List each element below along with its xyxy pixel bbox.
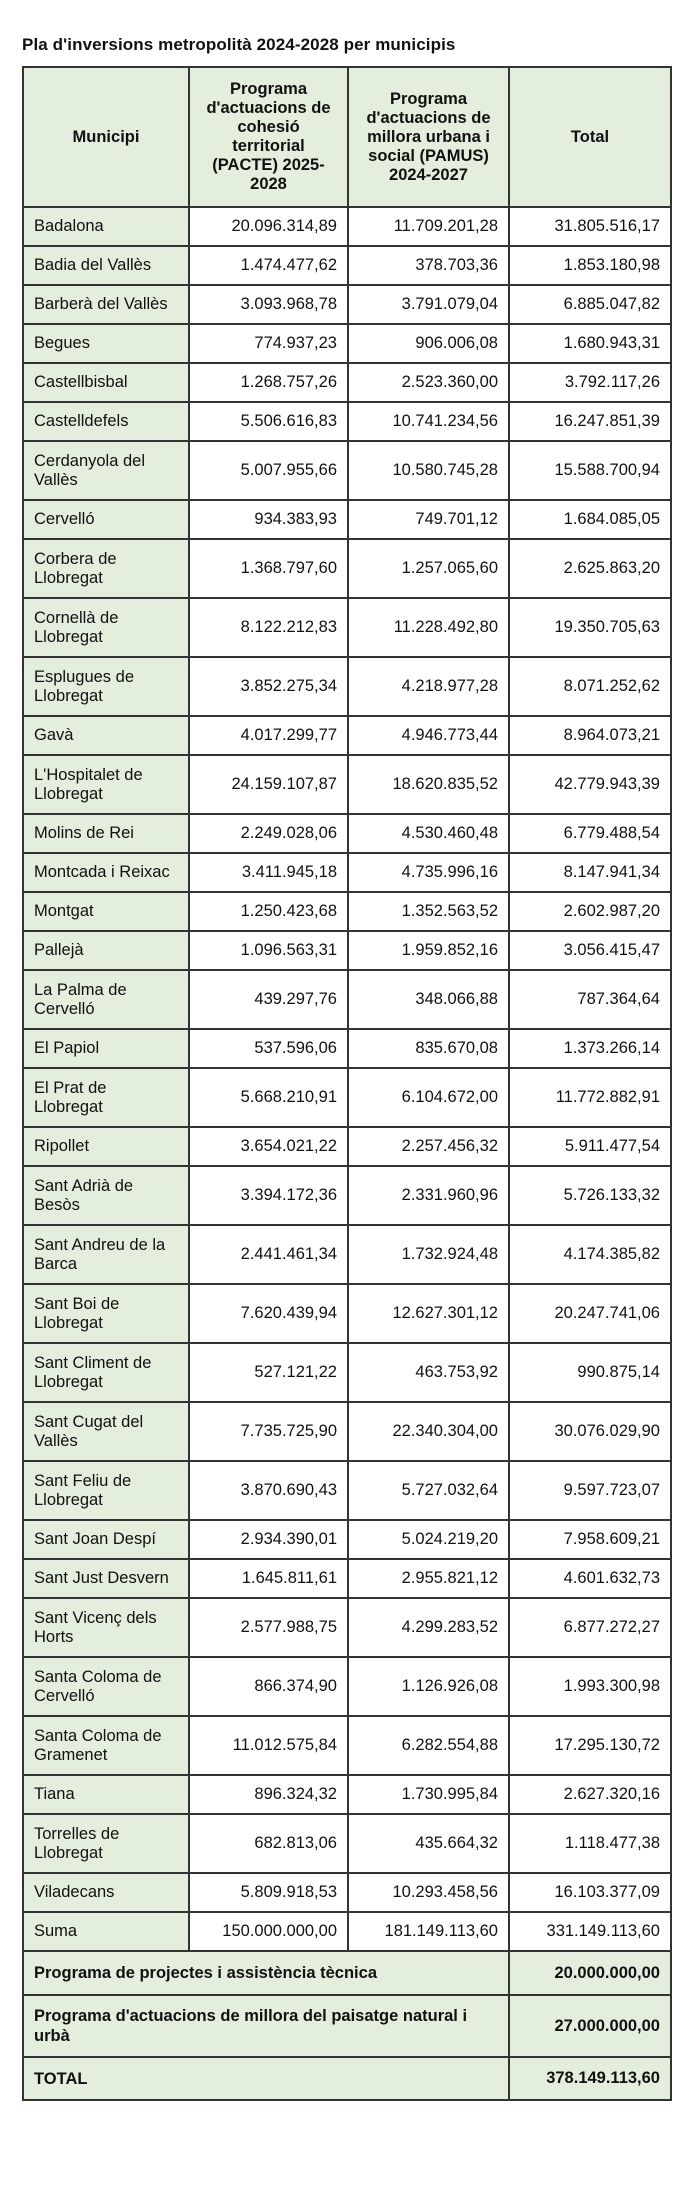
pamus-value: 6.282.554,88 (348, 1716, 509, 1775)
municipality-name: Molins de Rei (23, 814, 189, 853)
pamus-value: 378.703,36 (348, 246, 509, 285)
total-value: 2.602.987,20 (509, 892, 671, 931)
table-row (23, 1029, 671, 1068)
total-value: 6.779.488,54 (509, 814, 671, 853)
pacte-value: 1.250.423,68 (189, 892, 348, 931)
total-value: 8.071.252,62 (509, 657, 671, 716)
program-row (23, 1951, 671, 1995)
municipality-name: Pallejà (23, 931, 189, 970)
municipality-name: Cervelló (23, 500, 189, 539)
pamus-value: 4.218.977,28 (348, 657, 509, 716)
pacte-value: 4.017.299,77 (189, 716, 348, 755)
total-value: 1.373.266,14 (509, 1029, 671, 1068)
pamus-value: 4.735.996,16 (348, 853, 509, 892)
municipality-name: Sant Adrià de Besòs (23, 1166, 189, 1225)
program-label: Programa de projectes i assistència tècnica (23, 1951, 509, 1995)
table-row (23, 441, 671, 500)
table-row (23, 1225, 671, 1284)
pacte-value: 1.368.797,60 (189, 539, 348, 598)
pamus-value: 1.257.065,60 (348, 539, 509, 598)
table-row (23, 1559, 671, 1598)
table-row (23, 755, 671, 814)
municipality-name: Tiana (23, 1775, 189, 1814)
pacte-value: 2.249.028,06 (189, 814, 348, 853)
municipality-name: Sant Climent de Llobregat (23, 1343, 189, 1402)
pamus-value: 1.959.852,16 (348, 931, 509, 970)
municipality-name: Santa Coloma de Cervelló (23, 1657, 189, 1716)
total-value: 15.588.700,94 (509, 441, 671, 500)
pamus-value: 22.340.304,00 (348, 1402, 509, 1461)
pacte-value: 1.474.477,62 (189, 246, 348, 285)
total-value: 11.772.882,91 (509, 1068, 671, 1127)
pamus-value: 10.293.458,56 (348, 1873, 509, 1912)
municipality-name: El Papiol (23, 1029, 189, 1068)
sum-pacte-value: 150.000.000,00 (189, 1912, 348, 1951)
table-row (23, 363, 671, 402)
municipality-name: Begues (23, 324, 189, 363)
program-row (23, 1995, 671, 2057)
program-value: 20.000.000,00 (509, 1951, 671, 1995)
sum-total-value: 331.149.113,60 (509, 1912, 671, 1951)
grand-total-label: TOTAL (23, 2057, 509, 2100)
table-row (23, 1775, 671, 1814)
municipality-name: Sant Just Desvern (23, 1559, 189, 1598)
pamus-value: 2.331.960,96 (348, 1166, 509, 1225)
pamus-value: 4.946.773,44 (348, 716, 509, 755)
municipality-name: Sant Andreu de la Barca (23, 1225, 189, 1284)
pacte-value: 439.297,76 (189, 970, 348, 1029)
table-row (23, 500, 671, 539)
total-value: 4.601.632,73 (509, 1559, 671, 1598)
pamus-value: 435.664,32 (348, 1814, 509, 1873)
table-row (23, 207, 671, 246)
total-value: 8.964.073,21 (509, 716, 671, 755)
pacte-value: 3.654.021,22 (189, 1127, 348, 1166)
pacte-value: 3.093.968,78 (189, 285, 348, 324)
municipality-name: Gavà (23, 716, 189, 755)
total-value: 42.779.943,39 (509, 755, 671, 814)
pacte-value: 1.096.563,31 (189, 931, 348, 970)
pacte-value: 7.735.725,90 (189, 1402, 348, 1461)
pacte-value: 896.324,32 (189, 1775, 348, 1814)
total-value: 5.726.133,32 (509, 1166, 671, 1225)
table-row (23, 892, 671, 931)
pacte-value: 934.383,93 (189, 500, 348, 539)
pamus-value: 2.257.456,32 (348, 1127, 509, 1166)
column-header-pamus: Programa d'actuacions de millora urbana i social (PAMUS) 2024-2027 (348, 67, 509, 207)
pacte-value: 527.121,22 (189, 1343, 348, 1402)
header-row (23, 67, 671, 207)
total-value: 787.364,64 (509, 970, 671, 1029)
program-value: 27.000.000,00 (509, 1995, 671, 2057)
pamus-value: 2.955.821,12 (348, 1559, 509, 1598)
municipality-name: Cerdanyola del Vallès (23, 441, 189, 500)
total-value: 16.247.851,39 (509, 402, 671, 441)
table-row (23, 1068, 671, 1127)
pacte-value: 774.937,23 (189, 324, 348, 363)
column-header-municipi: Municipi (23, 67, 189, 207)
pacte-value: 2.934.390,01 (189, 1520, 348, 1559)
grand-total-value: 378.149.113,60 (509, 2057, 671, 2100)
total-value: 30.076.029,90 (509, 1402, 671, 1461)
pamus-value: 463.753,92 (348, 1343, 509, 1402)
table-row (23, 1716, 671, 1775)
municipality-name: Santa Coloma de Gramenet (23, 1716, 189, 1775)
pacte-value: 2.577.988,75 (189, 1598, 348, 1657)
pamus-value: 11.228.492,80 (348, 598, 509, 657)
total-value: 4.174.385,82 (509, 1225, 671, 1284)
table-row (23, 285, 671, 324)
table-row (23, 1343, 671, 1402)
pamus-value: 2.523.360,00 (348, 363, 509, 402)
municipality-name: Esplugues de Llobregat (23, 657, 189, 716)
municipality-name: Corbera de Llobregat (23, 539, 189, 598)
table-row (23, 246, 671, 285)
total-value: 6.885.047,82 (509, 285, 671, 324)
pamus-value: 835.670,08 (348, 1029, 509, 1068)
pacte-value: 8.122.212,83 (189, 598, 348, 657)
table-row (23, 1166, 671, 1225)
pacte-value: 3.852.275,34 (189, 657, 348, 716)
table-row (23, 1657, 671, 1716)
municipality-name: Montgat (23, 892, 189, 931)
pamus-value: 1.126.926,08 (348, 1657, 509, 1716)
municipality-name: Barberà del Vallès (23, 285, 189, 324)
pacte-value: 682.813,06 (189, 1814, 348, 1873)
pamus-value: 11.709.201,28 (348, 207, 509, 246)
municipality-name: Viladecans (23, 1873, 189, 1912)
total-value: 2.625.863,20 (509, 539, 671, 598)
total-value: 1.680.943,31 (509, 324, 671, 363)
pamus-value: 3.791.079,04 (348, 285, 509, 324)
pacte-value: 5.007.955,66 (189, 441, 348, 500)
total-value: 6.877.272,27 (509, 1598, 671, 1657)
table-row (23, 1520, 671, 1559)
total-value: 1.684.085,05 (509, 500, 671, 539)
pamus-value: 4.530.460,48 (348, 814, 509, 853)
pacte-value: 866.374,90 (189, 1657, 348, 1716)
total-value: 990.875,14 (509, 1343, 671, 1402)
table-row (23, 853, 671, 892)
table-row (23, 539, 671, 598)
municipality-name: Montcada i Reixac (23, 853, 189, 892)
pamus-value: 18.620.835,52 (348, 755, 509, 814)
sum-row (23, 1912, 671, 1951)
total-value: 1.993.300,98 (509, 1657, 671, 1716)
pacte-value: 20.096.314,89 (189, 207, 348, 246)
table-row (23, 1873, 671, 1912)
municipality-name: Torrelles de Llobregat (23, 1814, 189, 1873)
total-value: 1.118.477,38 (509, 1814, 671, 1873)
total-value: 7.958.609,21 (509, 1520, 671, 1559)
municipality-name: Sant Cugat del Vallès (23, 1402, 189, 1461)
page-title: Pla d'inversions metropolità 2024-2028 per municipis (22, 35, 456, 54)
table-row (23, 1402, 671, 1461)
municipality-name: Sant Joan Despí (23, 1520, 189, 1559)
table-row (23, 598, 671, 657)
program-label: Programa d'actuacions de millora del paisatge natural i urbà (23, 1995, 509, 2057)
total-value: 8.147.941,34 (509, 853, 671, 892)
pamus-value: 348.066,88 (348, 970, 509, 1029)
total-value: 20.247.741,06 (509, 1284, 671, 1343)
municipality-name: Sant Feliu de Llobregat (23, 1461, 189, 1520)
sum-pamus-value: 181.149.113,60 (348, 1912, 509, 1951)
pamus-value: 10.580.745,28 (348, 441, 509, 500)
municipality-name: Castellbisbal (23, 363, 189, 402)
total-value: 9.597.723,07 (509, 1461, 671, 1520)
table-row (23, 1284, 671, 1343)
total-value: 16.103.377,09 (509, 1873, 671, 1912)
pacte-value: 7.620.439,94 (189, 1284, 348, 1343)
pamus-value: 749.701,12 (348, 500, 509, 539)
pamus-value: 1.732.924,48 (348, 1225, 509, 1284)
pamus-value: 1.730.995,84 (348, 1775, 509, 1814)
total-value: 17.295.130,72 (509, 1716, 671, 1775)
pamus-value: 5.024.219,20 (348, 1520, 509, 1559)
pacte-value: 11.012.575,84 (189, 1716, 348, 1775)
pamus-value: 906.006,08 (348, 324, 509, 363)
table-row (23, 402, 671, 441)
municipality-name: Sant Boi de Llobregat (23, 1284, 189, 1343)
table-row (23, 1814, 671, 1873)
total-value: 1.853.180,98 (509, 246, 671, 285)
sum-label: Suma (23, 1912, 189, 1951)
total-value: 2.627.320,16 (509, 1775, 671, 1814)
total-value: 19.350.705,63 (509, 598, 671, 657)
pacte-value: 3.394.172,36 (189, 1166, 348, 1225)
grand-total-row (23, 2057, 671, 2100)
municipality-name: Sant Vicenç dels Horts (23, 1598, 189, 1657)
table-body (23, 207, 671, 2100)
municipality-name: Ripollet (23, 1127, 189, 1166)
pacte-value: 5.668.210,91 (189, 1068, 348, 1127)
total-value: 3.056.415,47 (509, 931, 671, 970)
table-row (23, 970, 671, 1029)
table-row (23, 657, 671, 716)
column-header-total: Total (509, 67, 671, 207)
pamus-value: 12.627.301,12 (348, 1284, 509, 1343)
pacte-value: 3.411.945,18 (189, 853, 348, 892)
pamus-value: 5.727.032,64 (348, 1461, 509, 1520)
municipality-name: Cornellà de Llobregat (23, 598, 189, 657)
pamus-value: 10.741.234,56 (348, 402, 509, 441)
municipality-name: L'Hospitalet de Llobregat (23, 755, 189, 814)
total-value: 3.792.117,26 (509, 363, 671, 402)
pacte-value: 3.870.690,43 (189, 1461, 348, 1520)
municipality-name: Badia del Vallès (23, 246, 189, 285)
table-row (23, 814, 671, 853)
table-row (23, 1127, 671, 1166)
pamus-value: 1.352.563,52 (348, 892, 509, 931)
pacte-value: 1.645.811,61 (189, 1559, 348, 1598)
pacte-value: 5.809.918,53 (189, 1873, 348, 1912)
table-row (23, 716, 671, 755)
investment-table (22, 66, 672, 2101)
table-row (23, 931, 671, 970)
column-header-pacte: Programa d'actuacions de cohesió territorial (PACTE) 2025-2028 (189, 67, 348, 207)
municipality-name: Badalona (23, 207, 189, 246)
pacte-value: 537.596,06 (189, 1029, 348, 1068)
total-value: 5.911.477,54 (509, 1127, 671, 1166)
pamus-value: 6.104.672,00 (348, 1068, 509, 1127)
table-row (23, 1461, 671, 1520)
pacte-value: 1.268.757,26 (189, 363, 348, 402)
municipality-name: Castelldefels (23, 402, 189, 441)
total-value: 31.805.516,17 (509, 207, 671, 246)
table-row (23, 1598, 671, 1657)
table-row (23, 324, 671, 363)
pacte-value: 24.159.107,87 (189, 755, 348, 814)
municipality-name: El Prat de Llobregat (23, 1068, 189, 1127)
pacte-value: 5.506.616,83 (189, 402, 348, 441)
municipality-name: La Palma de Cervelló (23, 970, 189, 1029)
pacte-value: 2.441.461,34 (189, 1225, 348, 1284)
pamus-value: 4.299.283,52 (348, 1598, 509, 1657)
